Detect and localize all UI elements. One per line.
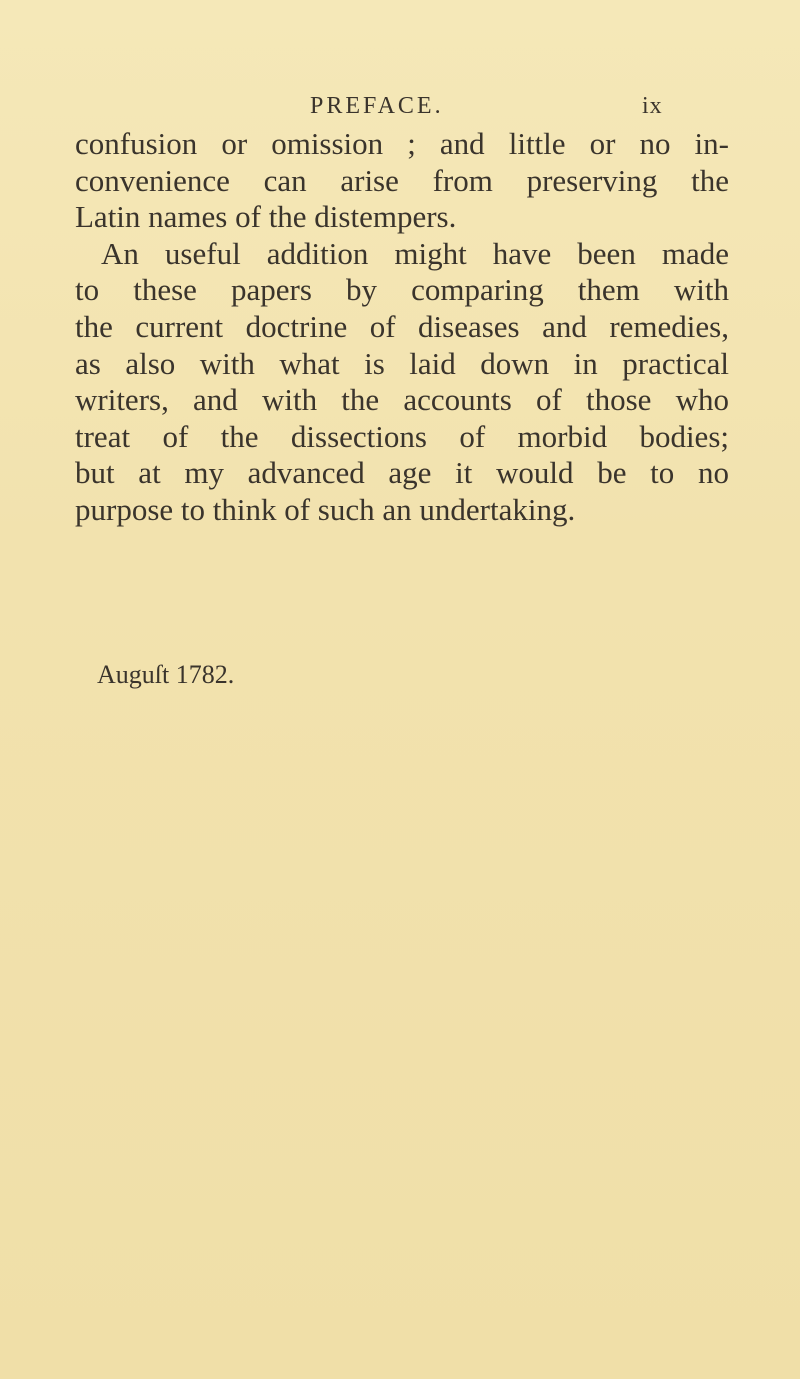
text-line: convenience can arise from preserving the (75, 162, 729, 198)
text-line: confusion or omission ; and little or no in- (75, 126, 729, 161)
text-line: Latin names of the distempers. (75, 199, 457, 235)
page-number: ix (642, 93, 663, 119)
text-line: as also with what is laid down in practical (75, 345, 729, 381)
text-line: but at my advanced age it would be to no (75, 455, 729, 491)
running-head (0, 88, 800, 124)
date-line: Auguſt 1782. (97, 660, 235, 689)
text-line: treat of the dissections of morbid bodies; (75, 418, 729, 454)
text-line: writers, and with the accounts of those who (75, 382, 729, 418)
text-line: to these papers by comparing them with (75, 272, 729, 308)
running-title: PREFACE. (310, 93, 444, 119)
text-line: the current doctrine of diseases and remedies, (75, 308, 729, 344)
text-line: An useful addition might have been made (101, 235, 729, 271)
body-text (75, 126, 729, 529)
text-line: purpose to think of such an undertaking. (75, 491, 576, 527)
